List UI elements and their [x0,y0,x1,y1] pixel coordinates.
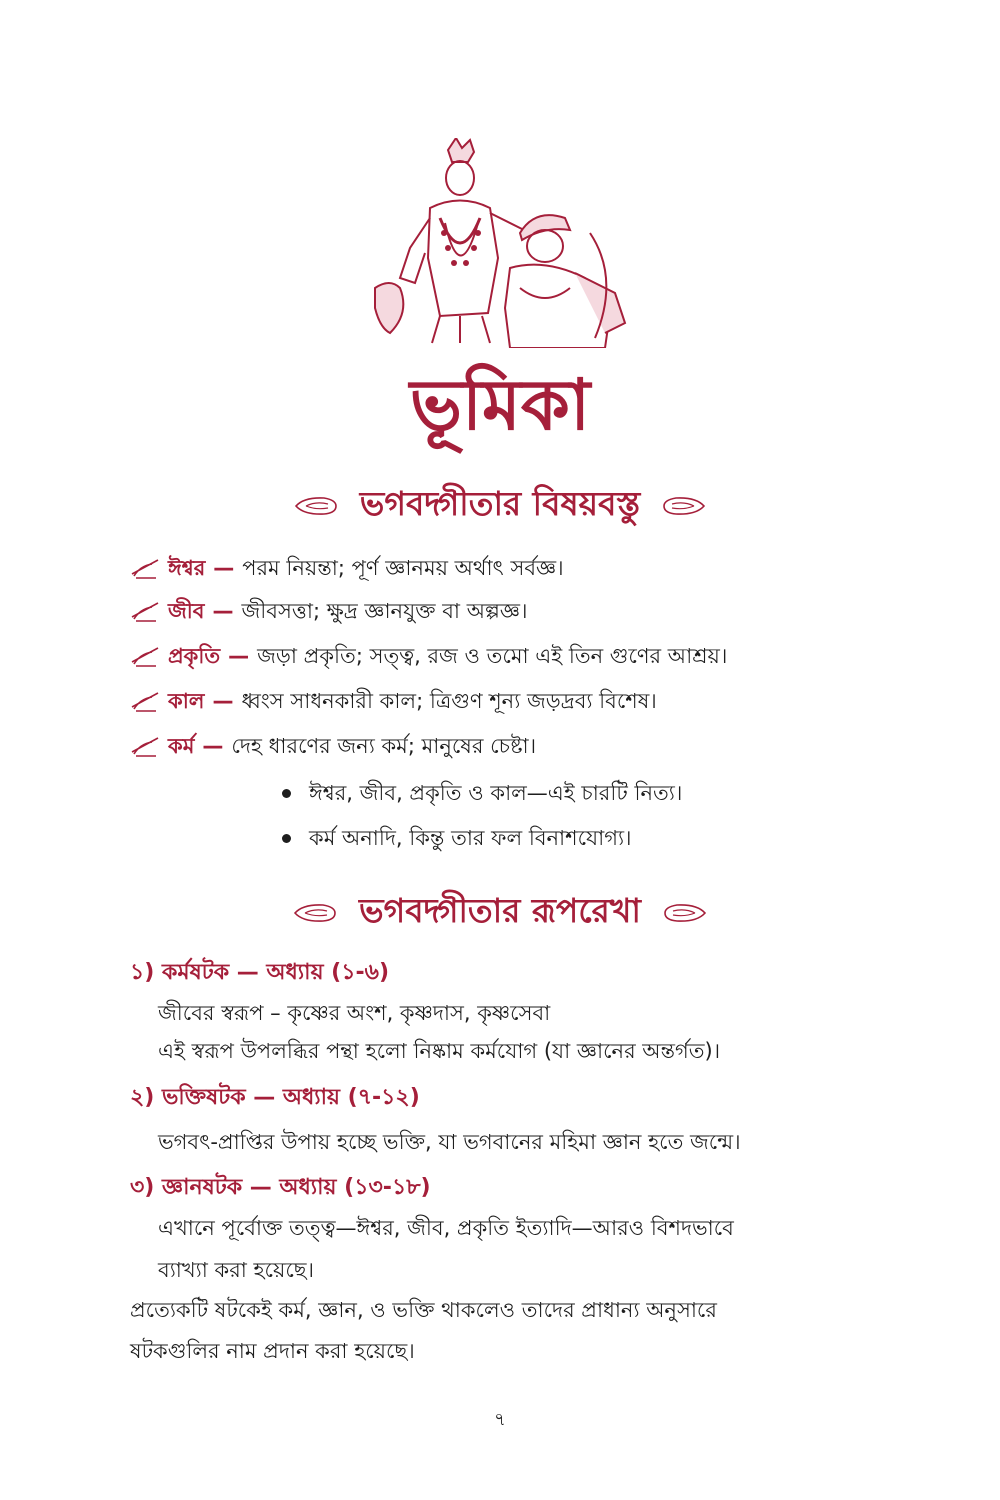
topic-description: জড়া প্রকৃতি; সত্ত্ব, রজ ও তমো এই তিন গুণের আশ্রয়। [257,644,728,668]
topic-term: কর্ম [168,734,195,758]
bullet-dot [282,789,291,798]
part-line: এই স্বরূপ উপলব্ধির পন্থা হলো নিষ্কাম কর্মযোগ (যা জ্ঞানের অন্তর্গত)। [158,1039,721,1063]
topic-item [130,731,536,761]
part-heading: ২) ভক্তিষটক — অধ্যায় (৭-১২) [130,1085,420,1110]
quill-icon [130,689,160,713]
topic-term: জীব [168,599,205,623]
topic-dash: — [202,734,224,758]
topic-description: দেহ ধারণের জন্য কর্ম; মানুষের চেষ্টা। [231,734,537,758]
bullet-text: ঈশ্বর, জীব, প্রকৃতি ও কাল—এই চারটি নিত্য। [309,781,683,805]
topic-dash: — [228,644,250,668]
topic-term: প্রকৃতি [168,644,221,668]
topic-item [130,641,727,671]
topic-item [130,686,657,716]
section-heading-contents [0,478,1000,534]
bullet-item [282,778,682,808]
quill-icon [130,734,160,758]
topic-item [130,553,564,583]
topic-dash: — [213,556,235,580]
section-heading-outline [0,885,1000,941]
section-heading-text: ভগবদ্গীতার বিষয়বস্তু [359,484,641,523]
quill-icon [130,644,160,668]
part-line: জীবের স্বরূপ – কৃষ্ণের অংশ, কৃষ্ণদাস, কৃষ্ণসেবা [158,1001,551,1025]
conch-icon [293,902,337,924]
page-title: ভূমিকা [409,364,591,446]
topic-term: ঈশ্বর [168,556,206,580]
bullet-dot [282,834,291,843]
quill-icon [130,556,160,580]
quill-icon [130,599,160,623]
topic-dash: — [212,689,234,713]
closing-line: ষটকগুলির নাম প্রদান করা হয়েছে। [130,1339,415,1363]
part-heading: ৩) জ্ঞানষটক — অধ্যায় (১৩-১৮) [130,1175,431,1200]
part-heading: ১) কর্মষটক — অধ্যায় (১-৬) [130,960,390,985]
topic-term: কাল [168,689,205,713]
topic-dash: — [212,599,234,623]
topic-description: ধ্বংস সাধনকারী কাল; ত্রিগুণ শূন্য জড়দ্রব্য বিশেষ। [241,689,657,713]
page-number: ৭ [494,1409,506,1430]
topic-description: জীবসত্তা; ক্ষুদ্র জ্ঞানযুক্ত বা অল্পজ্ঞ। [241,599,528,623]
conch-icon [662,495,706,517]
krishna-arjuna-illustration [370,138,635,348]
conch-icon [663,902,707,924]
section-heading-text: ভগবদ্গীতার রূপরেখা [359,891,641,930]
topic-description: পরম নিয়ন্তা; পূর্ণ জ্ঞানময় অর্থাৎ সর্বজ্ঞ। [242,556,564,580]
closing-line: প্রত্যেকটি ষটকেই কর্ম, জ্ঞান, ও ভক্তি থাকলেও তাদের প্রাধান্য অনুসারে [130,1298,717,1322]
bullet-text: কর্ম অনাদি, কিন্তু তার ফল বিনাশযোগ্য। [309,826,632,850]
part-line: ভগবৎ-প্রাপ্তির উপায় হচ্ছে ভক্তি, যা ভগবানের মহিমা জ্ঞান হতে জন্মে। [158,1130,741,1154]
part-line: এখানে পূর্বোক্ত তত্ত্ব—ঈশ্বর, জীব, প্রকৃতি ইত্যাদি—আরও বিশদভাবে [158,1216,734,1240]
topic-item [130,596,527,626]
bullet-item [282,823,632,853]
part-line: ব্যাখ্যা করা হয়েছে। [158,1258,315,1282]
conch-icon [294,495,338,517]
